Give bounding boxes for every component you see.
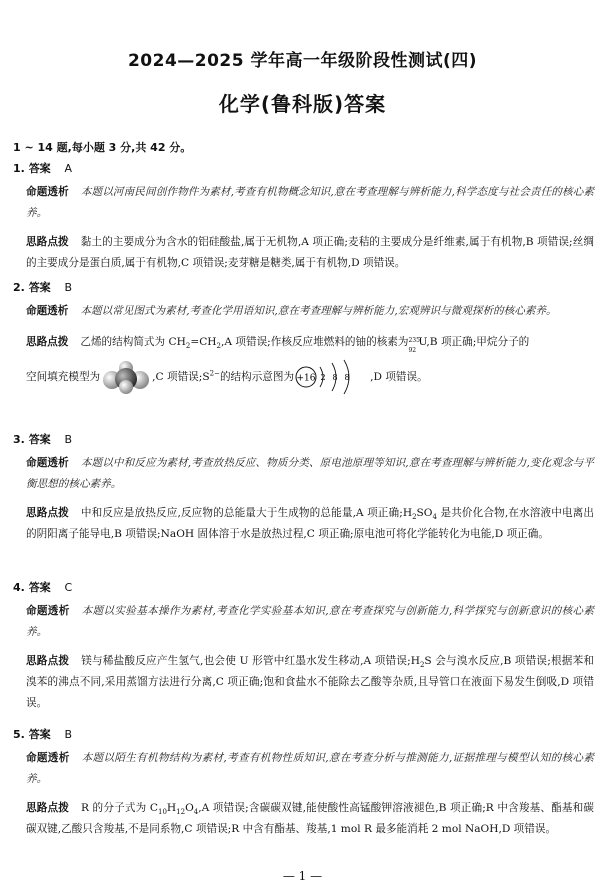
approach-label: 思路点拨 bbox=[26, 236, 69, 248]
question-number: 2. bbox=[13, 281, 25, 294]
question-number: 1. bbox=[13, 162, 25, 175]
svg-text:2: 2 bbox=[320, 373, 326, 382]
analysis-label: 命题透析 bbox=[26, 605, 70, 617]
analysis-text: 本题以常见图式为素材,考查化学用语知识,意在考查理解与辨析能力,宏观辨识与微观探析的核心素养。 bbox=[80, 305, 557, 317]
question-3 bbox=[13, 432, 593, 545]
approach-label: 思路点拨 bbox=[26, 507, 69, 519]
approach-block: 思路点拨 R 的分子式为 $C_{10}H_{12}O_4,A$ 项错误;含碳碳双键,能使酸性高锰酸钾溶液褪色,B 项正确;R 中含羧基、酯基和碳碳双键,乙酸只含羧基,不是同系物,C 项错误;R 中含有酯基、羧基,1 mol R 最多能消耗 2 mol NaOH,D 项错误。 bbox=[26, 802, 594, 835]
analysis-block bbox=[26, 748, 594, 790]
approach-block bbox=[26, 232, 594, 274]
page-number: — 1 — bbox=[282, 869, 323, 883]
svg-text:8: 8 bbox=[344, 373, 350, 382]
answer-label: 答案 bbox=[28, 581, 51, 594]
analysis-block bbox=[26, 182, 594, 224]
approach-text: R 的分子式为 C bbox=[81, 802, 158, 814]
approach-block: 思路点拨 中和反应是放热反应,反应物的总能量大于生成物的总能量,A 项正确$;H_2SO_4$ 是共价化合物,在水溶液中电离出的阴阳离子能导电,B 项错误;NaOH 固体溶于水是放热过程,C 项正确;原电池可将化学能转化为电能,D 项正确。 bbox=[26, 507, 595, 540]
analysis-text: 本题以实验基本操作为素材,考查化学实验基本知识,意在考查探究与创新能力,科学探究与创新意识的核心素养。 bbox=[26, 605, 594, 638]
exam-subtitle: 化学(鲁科版)答案 bbox=[218, 92, 387, 116]
scoring-intro: 1 ~ 14 题,每小题 3 分,共 42 分。 bbox=[13, 141, 192, 154]
approach-text: 黏土的主要成分为含水的铝硅酸盐,属于无机物,A 项正确;麦秸的主要成分是纤维素,属于有机物,B 项错误;丝绸的主要成分是蛋白质,属于有机物,C 项错误;麦芽糖是糖类,属于有机物,D 项错误。 bbox=[26, 236, 594, 269]
question-1 bbox=[13, 161, 593, 274]
answer-value: A bbox=[64, 162, 73, 175]
approach-text: 镁与稀盐酸反应产生氢气,也会使 U 形管中红墨水发生移动,A 项错误;H bbox=[81, 655, 420, 667]
answer-value: C bbox=[64, 581, 73, 594]
approach-label: 思路点拨 bbox=[26, 802, 70, 814]
answer-value: B bbox=[64, 728, 73, 741]
svg-text:8: 8 bbox=[332, 373, 338, 382]
question-4 bbox=[13, 580, 593, 714]
exam-title: 2024—2025 学年高一年级阶段性测试(四) bbox=[127, 51, 478, 71]
answer-value: B bbox=[64, 433, 73, 446]
question-5 bbox=[13, 727, 593, 840]
question-number: 3. bbox=[13, 433, 25, 446]
approach-text: 中和反应是放热反应,反应物的总能量大于生成物的总能量,A 项正确;H bbox=[80, 507, 413, 519]
analysis-text: 本题以陌生有机物结构为素材,考查有机物性质知识,意在考查分析与推测能力,证据推理与模型认知的核心素养。 bbox=[26, 752, 594, 785]
analysis-text: 本题以河南民间创作物件为素材,考查有机物概念知识,意在考查理解与辨析能力,科学态度与社会责任的核心素养。 bbox=[26, 186, 595, 219]
answer-label: 答案 bbox=[28, 281, 51, 294]
analysis-block bbox=[26, 453, 594, 495]
approach-label: 思路点拨 bbox=[26, 655, 70, 667]
analysis-label: 命题透析 bbox=[26, 752, 70, 764]
question-number: 4. bbox=[13, 581, 25, 594]
approach-block: 思路点拨 镁与稀盐酸反应产生氢气,也会使 U 形管中红墨水发生移动,A 项错误$;H_2S$ 会与溴水反应,B 项错误;根据苯和溴苯的沸点不同,采用蒸馏方法进行分离,C 项正确;饱和食盐水不能除去乙酸等杂质,且导管口在液面下易发生倒吸,D 项错误。 bbox=[26, 655, 594, 709]
svg-text:+16: +16 bbox=[296, 373, 316, 384]
approach-label: 思路点拨 bbox=[26, 336, 69, 348]
analysis-block bbox=[26, 601, 594, 643]
analysis-text: 本题以中和反应为素材,考查放热反应、物质分类、原电池原理等知识,意在考查理解与辨析能力,变化观念与平衡思想的核心素养。 bbox=[26, 457, 595, 490]
analysis-label: 命题透析 bbox=[26, 457, 69, 469]
question-2 bbox=[13, 280, 593, 400]
answer-label: 答案 bbox=[28, 433, 51, 446]
approach-text: 乙烯的结构简式为 CH bbox=[80, 336, 186, 348]
sulfide-ion-structure-diagram bbox=[294, 357, 370, 397]
answer-label: 答案 bbox=[28, 162, 51, 175]
methane-space-filling-model bbox=[100, 360, 152, 394]
question-number: 5. bbox=[13, 728, 25, 741]
approach-block: 思路点拨 乙烯的结构简式为 $CH_2=CH_2,A$ 项错误;作核反应堆燃料的铀的核素为 235 92 U,B 项正确;甲烷分子的 空间填充模型为 ,C 项错误$;S^{2-}$的结构示意图为 +16 2 8 8 ,D 项错误。 bbox=[26, 330, 594, 400]
answer-value: B bbox=[64, 281, 73, 294]
analysis-block bbox=[26, 301, 594, 322]
analysis-label: 命题透析 bbox=[26, 305, 69, 317]
uranium-nuclide: 235 92 bbox=[408, 337, 420, 354]
analysis-label: 命题透析 bbox=[26, 186, 69, 198]
answer-label: 答案 bbox=[28, 728, 51, 741]
